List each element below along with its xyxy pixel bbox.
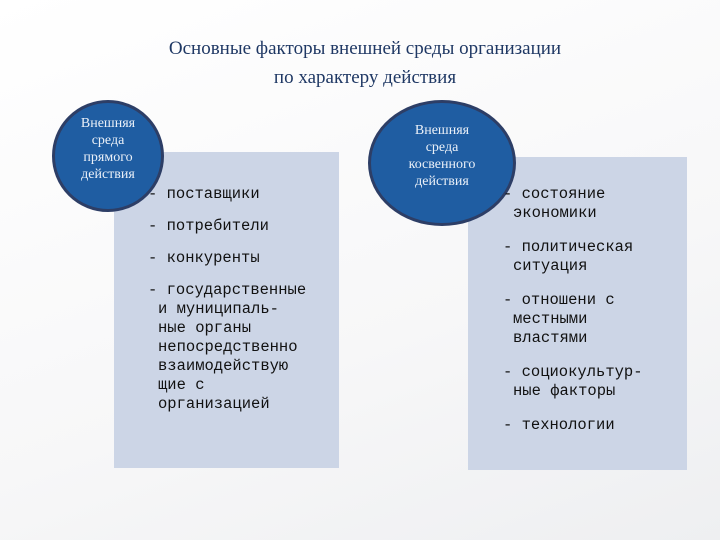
list-item — [148, 185, 306, 204]
list-item-line: организацией — [158, 395, 270, 413]
indirect-factors-list — [503, 185, 643, 450]
list-item — [503, 363, 643, 401]
list-item-line: - государственные — [148, 281, 307, 299]
list-item-line: ные органы — [158, 319, 252, 337]
list-item — [148, 217, 306, 236]
diagram-title — [60, 34, 670, 92]
circle-label-line: косвенного — [408, 157, 476, 172]
list-item — [503, 185, 643, 223]
circle-label-line: среда — [91, 133, 125, 148]
list-item-line: - отношени с — [503, 291, 615, 309]
direct-factors-list — [148, 185, 306, 427]
list-item-line: ные факторы — [513, 382, 616, 400]
list-item-line: - потребители — [148, 217, 269, 235]
list-item-line: и муниципаль- — [158, 300, 279, 318]
list-item-line: - состояние — [503, 185, 606, 203]
list-item — [503, 416, 643, 435]
circle-label-line: Внешняя — [414, 123, 470, 138]
list-item-line: - конкуренты — [148, 249, 260, 267]
title-line-1: Основные факторы внешней среды организации — [168, 38, 562, 59]
list-item-line: - технологии — [503, 416, 615, 434]
list-item-line: взаимодействую — [158, 357, 289, 375]
title-line-2: по характеру действия — [273, 67, 457, 88]
list-item-line: щие с — [158, 376, 205, 394]
list-item-line: ситуация — [513, 257, 588, 275]
list-item — [503, 238, 643, 276]
list-item — [503, 291, 643, 348]
circle-label-line: Внешняя — [80, 116, 136, 131]
list-item-line: - политическая — [503, 238, 634, 256]
circle-label-line: действия — [81, 167, 135, 182]
indirect-environment-circle — [368, 100, 516, 226]
circle-label-line: действия — [415, 174, 469, 189]
list-item-line: экономики — [513, 204, 597, 222]
list-item-line: - социокультур- — [503, 363, 643, 381]
circle-label-line: прямого — [83, 150, 133, 165]
circle-label-line: среда — [425, 140, 459, 155]
list-item — [148, 281, 306, 414]
list-item-line: - поставщики — [148, 185, 260, 203]
list-item-line: властями — [513, 329, 588, 347]
list-item — [148, 249, 306, 268]
list-item-line: непосредственно — [158, 338, 298, 356]
list-item-line: местными — [513, 310, 588, 328]
